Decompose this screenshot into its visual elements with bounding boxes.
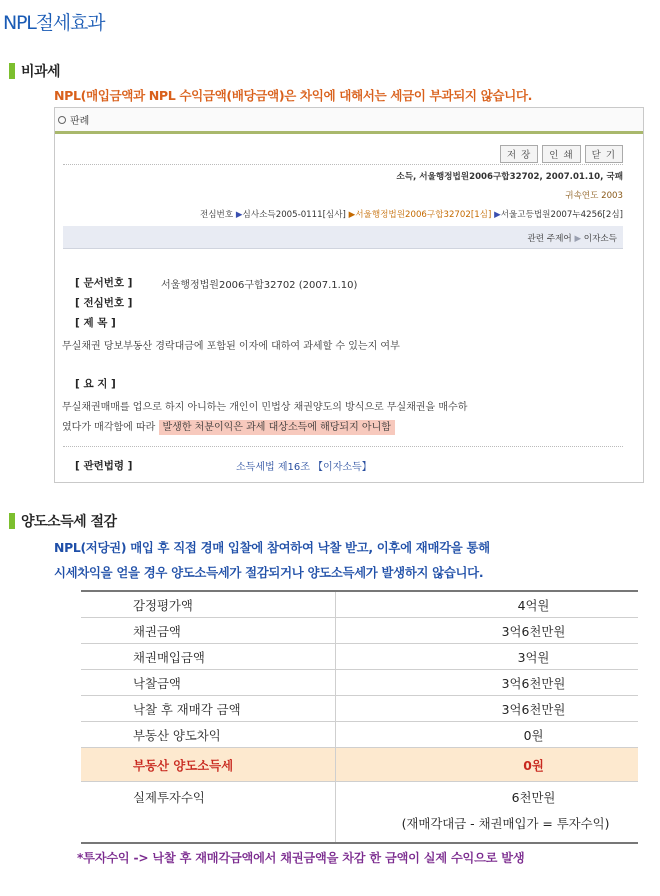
summary-highlight: 발생한 처분이익은 과세 대상소득에 해당되지 아니함	[159, 420, 395, 435]
close-button[interactable]: 닫 기	[585, 145, 623, 163]
tax-exempt-note: NPL(매입금액과 NPL 수익금액(배당금액)은 차익에 대해서는 세금이 부과되지 않습니다.	[54, 88, 533, 103]
history-prefix: 전심번호	[199, 210, 234, 220]
row-label: 부동산 양도소득세	[81, 748, 336, 782]
summary-line-1: 무실채권매매를 업으로 하지 아니하는 개인이 민법상 채권양도의 방식으로 무실채권을 매수하	[62, 402, 468, 413]
bullet-circle-icon	[58, 116, 66, 124]
row-value: 3억6천만원	[336, 696, 639, 722]
arrow-right-icon: ▶	[574, 234, 582, 244]
footnote: *투자수익 -> 낙찰 후 재매각금액에서 채권금액을 차감 한 금액이 실제 수익으로 발생	[77, 851, 525, 865]
section-heading-tax-exempt	[9, 61, 60, 81]
print-button[interactable]: 인 쇄	[542, 145, 580, 163]
arrow-right-icon: ▶	[494, 210, 501, 220]
row-value: 3억6천만원	[336, 618, 639, 644]
related-law-label: [ 관련법령 ]	[75, 460, 133, 472]
summary-line-2-plain: 였다가 매각함에 따라	[62, 422, 156, 433]
case-line: 소득, 서울행정법원2006구합32702, 2007.01.10, 국패	[396, 172, 623, 182]
table-row	[81, 782, 638, 844]
history-link-2[interactable]: 서울행정법원2006구합32702[1심]	[355, 210, 492, 220]
row-label: 실제투자수익	[81, 782, 336, 844]
table-row-highlight	[81, 748, 638, 782]
row-label: 낙찰 후 재매각 금액	[81, 696, 336, 722]
row-label: 감정평가액	[81, 591, 336, 618]
history-link-3[interactable]: 서울고등법원2007누4256[2심]	[500, 210, 623, 220]
related-label: 관련 주제어	[527, 234, 572, 244]
table-row	[81, 670, 638, 696]
table-row	[81, 644, 638, 670]
save-button[interactable]: 저 장	[500, 145, 538, 163]
year-line: 귀속연도 2003	[565, 191, 623, 201]
row-value-cell	[336, 782, 639, 844]
table-row	[81, 591, 638, 618]
section-heading-label: 비과세	[21, 64, 61, 80]
related-law-link[interactable]: 소득세법 제16조 【이자소득】	[236, 462, 372, 473]
ruling-tab-label: 판례	[70, 116, 90, 127]
summary-label: [ 요 지 ]	[75, 378, 116, 390]
section-heading-transfer-tax	[9, 511, 117, 531]
divider	[63, 446, 623, 447]
formula-text: (재매각대금 - 채권매입가 = 투자수익)	[401, 816, 610, 831]
panel-toolbar	[500, 145, 623, 163]
prior-no-label: [ 전심번호 ]	[75, 297, 133, 309]
table-row	[81, 696, 638, 722]
investment-table	[81, 590, 638, 844]
row-value: 6천만원	[511, 790, 556, 805]
transfer-note-line-1: NPL(저당권) 매입 후 직접 경매 입찰에 참여하여 낙찰 받고, 이후에 재매각을 통해	[54, 540, 490, 555]
row-label: 부동산 양도차익	[81, 722, 336, 748]
table-row	[81, 722, 638, 748]
table-row	[81, 618, 638, 644]
doc-no-value: 서울행정법원2006구합32702 (2007.1.10)	[161, 280, 358, 291]
row-value: 0원	[336, 722, 639, 748]
page-title: NPL절세효과	[3, 12, 105, 34]
ruling-tab[interactable]	[55, 108, 643, 134]
subject-label: [ 제 목 ]	[75, 317, 116, 329]
related-value[interactable]: 이자소득	[583, 234, 617, 244]
history-line	[200, 208, 623, 220]
doc-no-label: [ 문서번호 ]	[75, 277, 133, 289]
arrow-right-icon: ▶	[348, 210, 356, 220]
transfer-note-line-2: 시세차익을 얻을 경우 양도소득세가 절감되거나 양도소득세가 발생하지 않습니다.	[54, 565, 484, 580]
row-label: 낙찰금액	[81, 670, 336, 696]
section-bar-icon	[9, 513, 15, 529]
divider	[63, 164, 623, 165]
section-heading-label: 양도소득세 절감	[21, 514, 117, 530]
section-bar-icon	[9, 63, 15, 79]
row-value: 0원	[336, 748, 639, 782]
row-value: 3억원	[336, 644, 639, 670]
arrow-right-icon: ▶	[235, 210, 243, 220]
row-value: 4억원	[336, 591, 639, 618]
row-label: 채권매입금액	[81, 644, 336, 670]
related-topic	[527, 232, 617, 244]
summary-line-2	[62, 418, 395, 433]
subject-text: 무실채권 당보부동산 경락대금에 포함된 이자에 대하여 과세할 수 있는지 여부	[62, 341, 400, 352]
row-value: 3억6천만원	[336, 670, 639, 696]
row-label: 채권금액	[81, 618, 336, 644]
ruling-panel	[54, 107, 644, 483]
history-link-1[interactable]: 심사소득2005-0111[심사]	[242, 210, 346, 220]
